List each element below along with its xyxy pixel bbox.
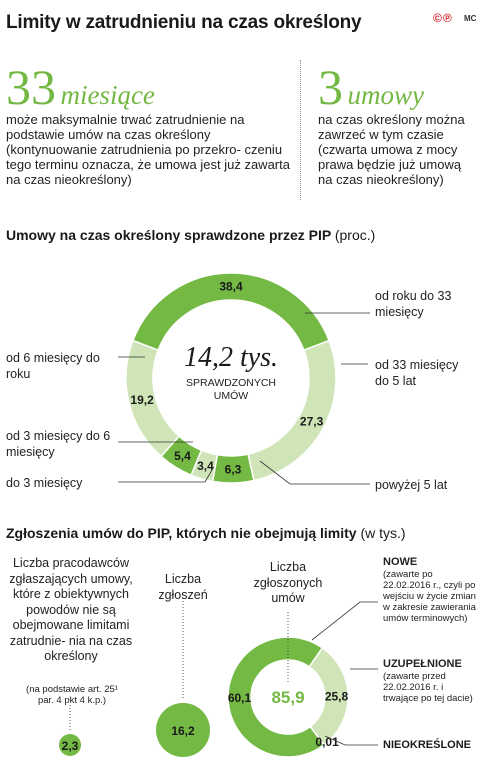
- legend-nowe-desc: (zawarte po 22.02.2016 r., czyli po wejściu w życie zmian w zakresie zawierania umów terminowych): [383, 569, 476, 624]
- donut1-center-value: 14,2 tys.: [183, 342, 279, 373]
- stat-left-description: może maksymalnie trwać zatrudnienie na podstawie umów na czas określony (kontynuowanie zatrudnienia po przekro- czeniu tego terminu oznacza, że umowa jest już zawarta na czas nieokreślony): [6, 112, 290, 187]
- logo-icon: ©℗: [433, 11, 453, 25]
- stat-right-word: umowy: [347, 80, 424, 110]
- donut2-center-value: 85,9: [271, 688, 305, 707]
- section2-title: [6, 525, 406, 541]
- donut-slice-label: 6,3: [224, 462, 242, 477]
- stat-right-number: 3: [318, 59, 343, 115]
- col1-note: (na podstawie art. 25¹ par. 4 pkt 4 k.p.): [26, 684, 118, 706]
- label-od-6: od 6 miesięcy do roku: [6, 351, 100, 381]
- bubble-employers-label: 2,3: [61, 739, 79, 753]
- label-od-33: od 33 miesięcy do 5 lat: [375, 358, 459, 388]
- section1-title-text: Umowy na czas określony sprawdzone przez PIP: [6, 227, 331, 243]
- donut-slice-label: 5,4: [174, 448, 191, 463]
- donut-slice-label: 38,4: [219, 279, 243, 294]
- donut1-center-label-2: UMÓW: [213, 390, 249, 402]
- label-od-3: od 3 miesięcy do 6 miesięcy: [6, 429, 111, 459]
- donut-slice-label: 0,01: [315, 735, 339, 750]
- stat-right-description: na czas określony można zawrzeć w tym czasie (czwarta umowa z mocy prawa będzie już umową na czas nieokreślony): [318, 112, 465, 187]
- legend-nowe-title: NOWE: [383, 556, 418, 568]
- donut1-center-label-1: SPRAWDZONYCH: [185, 377, 277, 389]
- donut-slice-label: 19,2: [130, 392, 154, 407]
- donut-slice-label: 25,8: [324, 689, 349, 704]
- label-powyzej-5: powyżej 5 lat: [375, 478, 448, 492]
- col1-label: Liczba pracodawców zgłaszających umowy, które z obiektywnych powodów nie są obejmowane limitami zatrudnie- nia na czas określony: [9, 556, 133, 663]
- section2-unit: (w tys.): [360, 525, 406, 541]
- legend-nowe: [383, 556, 479, 624]
- legend-uzup-title: UZUPEŁNIONE: [383, 658, 462, 670]
- donut-slice-label: 3,4: [197, 459, 214, 474]
- legend-uzup-desc: (zawarte przed 22.02.2016 r. i trwające po tej dacie): [383, 671, 473, 704]
- stat-left-word: miesiące: [60, 80, 155, 110]
- stat-left-number: 33: [6, 59, 56, 115]
- donut-slice-label: 60,1: [227, 690, 252, 705]
- legend-nieokreslone-title: NIEOKREŚLONE: [383, 739, 472, 751]
- legend-uzupelnione: [383, 658, 479, 704]
- bubble-reports-label: 16,2: [171, 724, 195, 738]
- donut-slice-label: 27,3: [299, 414, 324, 429]
- label-do-3: do 3 miesięcy: [6, 476, 83, 490]
- col2-label: Liczba zgłoszeń: [158, 572, 208, 602]
- leader-line: [312, 602, 378, 640]
- label-od-roku: od roku do 33 miesięcy: [375, 289, 452, 319]
- page-title: Limity w zatrudnieniu na czas określony: [6, 12, 362, 33]
- author-initials: MC: [464, 14, 477, 23]
- section2-title-text: Zgłoszenia umów do PIP, których nie obejmują limity: [6, 525, 357, 541]
- col3-label: Liczba zgłoszonych umów: [253, 560, 323, 605]
- section1-unit: (proc.): [334, 227, 376, 243]
